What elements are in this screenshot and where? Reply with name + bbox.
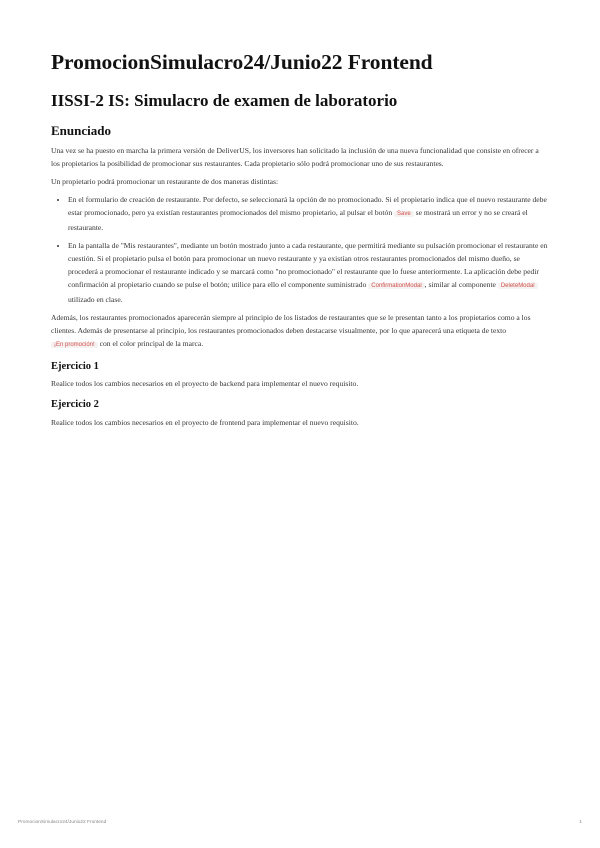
item-text: En la pantalla de "Mis restaurantes", mediante un botón mostrado junto a cada restaurante, que permitirá mediante su pulsación promocionar el restaurante en cuestión. Si el propietario pulsa el botón para promocionar un nuevo restaurante y ya existían otros restaurantes promocionados del mismo dueño, se procederá a promocionar el restaurante indicado y se marcará como "no promocionado" el restaurante que lo fuese anteriormente. La aplicación debe pedir confirmación al propietario cuando se pulse el botón; utilice para ello el componente suministrado [68,240,548,289]
enunciado-outro [51,311,548,352]
page-number: 1 [579,820,582,825]
ejercicio2-heading: Ejercicio 2 [51,399,99,411]
outro-text: Además, los restaurantes promocionados aparecerán siempre al principio de los listados de restaurantes que se le presentan tanto a los propietarios como a los clientes. Además de presentarse al principio, los restaurantes promocionados deben destacarse visualmente, por lo que aparecerá una etiqueta de texto [51,312,531,335]
ejercicio1-heading: Ejercicio 1 [51,360,99,372]
page-footer [18,820,582,825]
enunciado-intro: Una vez se ha puesto en marcha la primera versión de DeliverUS, los inversores han solicitado la inclusión de una nueva funcionalidad que consiste en ofrecer a los propietarios la posibilidad de promocionar sus restaurantes. Cada propietario sólo podrá promocionar uno de sus restaurantes. [51,145,539,168]
list-item [68,239,548,306]
enunciado-heading: Enunciado [51,123,111,139]
enunciado-ways: Un propietario podrá promocionar un restaurante de dos maneras distintas: [51,176,279,186]
document-page [51,50,548,434]
item-text: utilizado en clase. [68,294,123,304]
item-text: En el formulario de creación de restaurante. Por defecto, se seleccionará la opción de no promocionado. Si el propietario indica que el nuevo restaurante debe estar promocionado, pero ya existían restaurantes promocionados del mismo propietario, al pulsar el botón [68,194,547,217]
inline-code: ¡En promoción! [51,342,98,348]
promotion-methods-list [51,193,548,306]
ejercicio1-text: Realice todos los cambios necesarios en el proyecto de backend para implementar el nuevo requisito. [51,379,359,389]
footer-title: PromocionSimulacro24/Junio22 Frontend [18,820,107,825]
page-subtitle: IISSI-2 IS: Simulacro de examen de laboratorio [51,90,398,110]
outro-text: con el color principal de la marca. [97,338,204,348]
item-text: se mostrará un error y no se creará el restaurante. [68,207,528,232]
inline-code: Save [394,211,414,217]
list-item [68,193,548,234]
inline-code: ConfirmationModal [368,283,424,289]
page-title: PromocionSimulacro24/Junio22 Frontend [51,50,433,74]
inline-code: DeleteModal [498,283,538,289]
ejercicio2-text: Realice todos los cambios necesarios en el proyecto de frontend para implementar el nuevo requisito. [51,417,359,427]
item-text: , similar al componente [424,279,498,289]
